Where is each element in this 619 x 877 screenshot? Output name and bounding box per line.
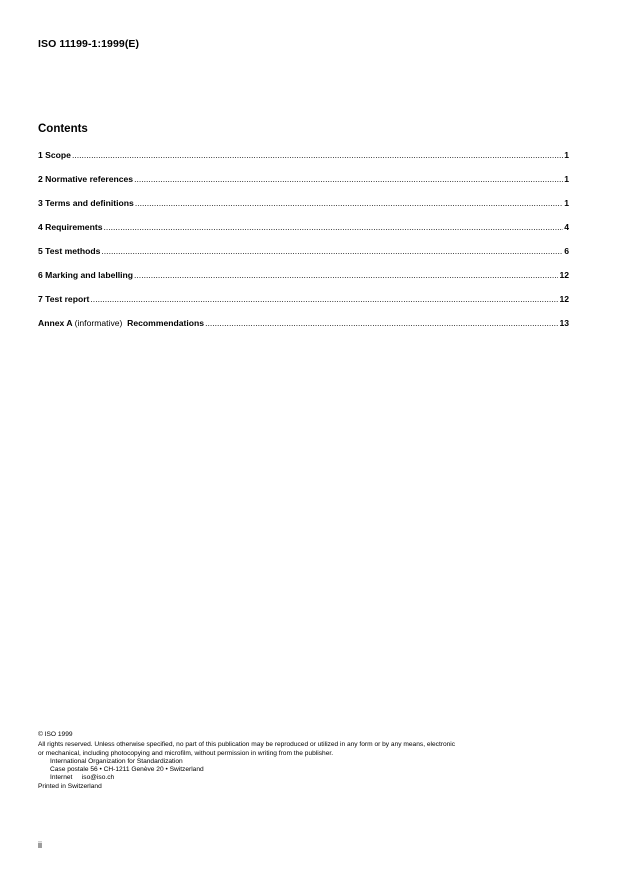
toc-entry-normative-references[interactable] bbox=[38, 174, 569, 198]
toc-entry-page: 6 bbox=[564, 246, 569, 256]
organization-name: International Organization for Standardization bbox=[50, 757, 183, 765]
toc-leader-dots bbox=[134, 174, 563, 184]
toc-entry-page: 1 bbox=[564, 174, 569, 184]
toc-entry-terms-and-definitions[interactable] bbox=[38, 198, 569, 222]
toc-entry-test-report[interactable] bbox=[38, 294, 569, 318]
rights-statement-line-2: or mechanical, including photocopying and microfilm, without permission in writing from the publisher. bbox=[38, 749, 334, 757]
document-id: ISO 11199-1:1999(E) bbox=[38, 38, 140, 50]
toc-leader-dots bbox=[101, 246, 563, 256]
internet-label: Internet bbox=[50, 774, 73, 782]
toc-entry-marking-and-labelling[interactable] bbox=[38, 270, 569, 294]
toc-leader-dots bbox=[135, 198, 563, 208]
toc-entry-label: 3 Terms and definitions bbox=[38, 198, 134, 208]
copyright-line: © ISO 1999 bbox=[38, 731, 73, 738]
toc-entry-test-methods[interactable] bbox=[38, 246, 569, 270]
toc-entry-label: 5 Test methods bbox=[38, 246, 101, 256]
table-of-contents bbox=[38, 150, 569, 342]
internet-email-link[interactable]: iso@iso.ch bbox=[81, 774, 115, 782]
toc-entry-label: 6 Marking and labelling bbox=[38, 270, 134, 280]
annex-qualifier: (informative) bbox=[74, 318, 123, 328]
toc-leader-dots bbox=[205, 318, 558, 328]
toc-entry-page: 4 bbox=[564, 222, 569, 232]
page-number: ii bbox=[38, 840, 42, 850]
internet-contact bbox=[38, 774, 578, 782]
toc-entry-label bbox=[38, 318, 204, 328]
toc-entry-label: 4 Requirements bbox=[38, 222, 103, 232]
printed-in: Printed in Switzerland bbox=[38, 782, 102, 790]
contents-title: Contents bbox=[38, 123, 88, 135]
toc-leader-dots bbox=[134, 270, 558, 280]
toc-entry-page: 13 bbox=[559, 318, 569, 328]
toc-entry-annex-a[interactable] bbox=[38, 318, 569, 342]
toc-leader-dots bbox=[90, 294, 558, 304]
toc-leader-dots bbox=[72, 150, 563, 160]
toc-entry-page: 12 bbox=[559, 294, 569, 304]
copyright-footer bbox=[38, 731, 578, 791]
toc-leader-dots bbox=[103, 222, 563, 232]
toc-entry-page: 1 bbox=[564, 150, 569, 160]
toc-entry-page: 12 bbox=[559, 270, 569, 280]
organization-address: Case postale 56 • CH-1211 Genève 20 • Switzerland bbox=[50, 766, 204, 774]
toc-entry-scope[interactable] bbox=[38, 150, 569, 174]
toc-entry-label: 7 Test report bbox=[38, 294, 90, 304]
annex-title: Recommendations bbox=[127, 318, 205, 328]
toc-entry-requirements[interactable] bbox=[38, 222, 569, 246]
toc-entry-label: 2 Normative references bbox=[38, 174, 134, 184]
toc-entry-label: 1 Scope bbox=[38, 150, 71, 160]
annex-prefix: Annex A bbox=[38, 318, 73, 328]
toc-entry-page: 1 bbox=[564, 198, 569, 208]
rights-statement-line-1: All rights reserved. Unless otherwise specified, no part of this publication may be reproduced or utilized in any form or by any means, electronic bbox=[38, 741, 456, 749]
